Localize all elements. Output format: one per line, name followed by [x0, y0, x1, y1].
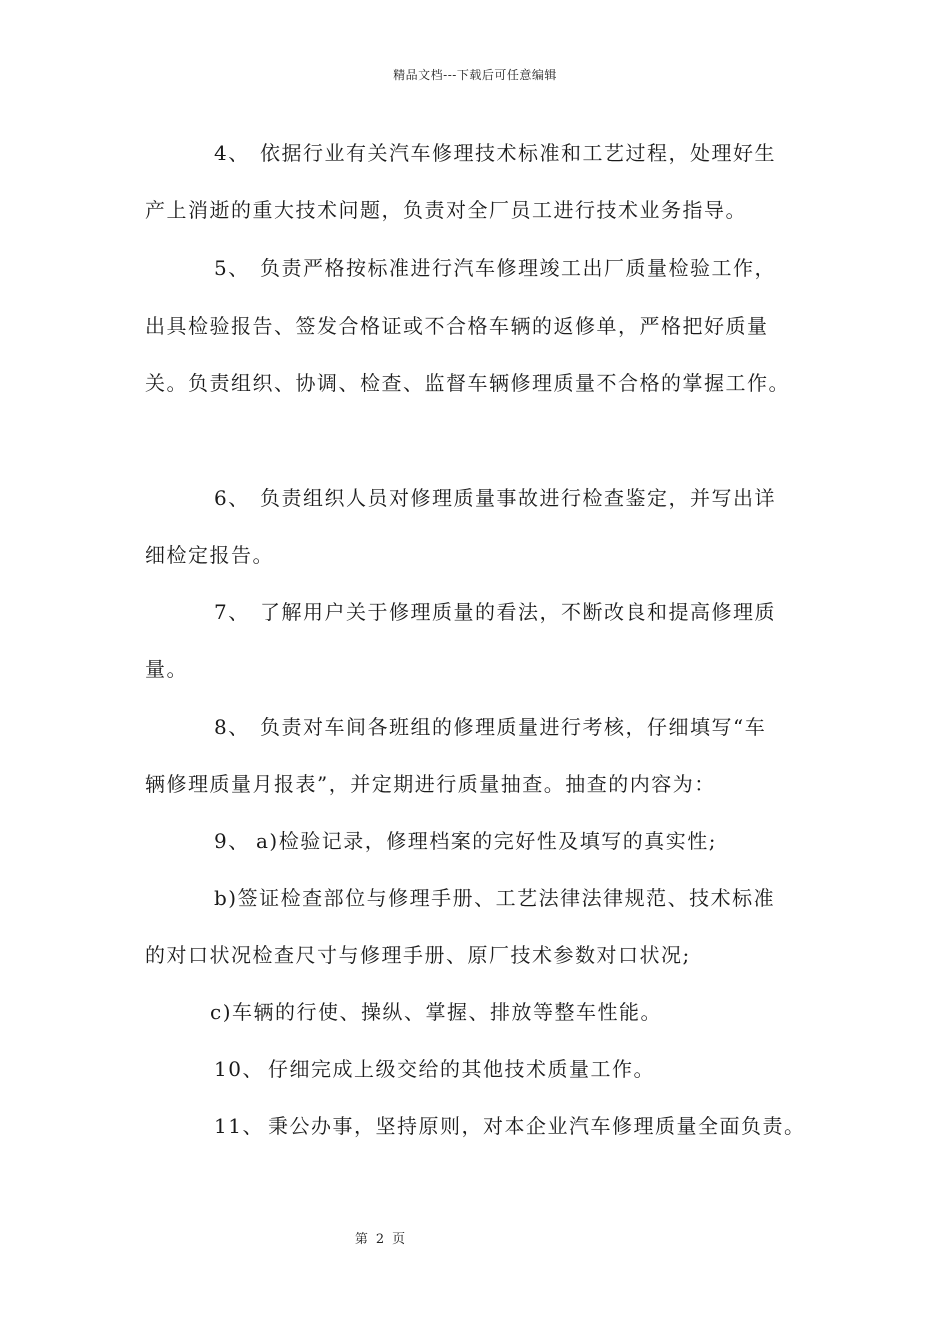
item-5-number: 5、 [214, 256, 250, 280]
sub-item-b-line-1: b)签证检查部位与修理手册、工艺法律法律规范、技术标准 [214, 886, 776, 910]
sub-item-c-line-1: c)车辆的行使、操纵、掌握、排放等整车性能。 [210, 1000, 663, 1024]
item-6-line-2: 细检定报告。 [145, 543, 274, 567]
item-9-number: 9、 [214, 829, 250, 853]
item-5-line-1 [214, 254, 776, 282]
item-7-line-1 [214, 598, 776, 626]
item-10-text-1: 仔细完成上级交给的其他技术质量工作。 [268, 1057, 655, 1081]
page-number: 2 [375, 1232, 385, 1247]
item-5-line-3: 关。负责组织、协调、检查、监督车辆修理质量不合格的掌握工作。 [145, 371, 790, 395]
item-7-line-2: 量。 [145, 657, 188, 681]
item-6-text-1: 负责组织人员对修理质量事故进行检查鉴定，并写出详 [260, 486, 776, 510]
sub-item-b-line-2: 的对口状况检查尺寸与修理手册、原厂技术参数对口状况; [145, 943, 691, 967]
page-number-suffix: 页 [392, 1232, 406, 1247]
item-4-text-1: 依据行业有关汽车修理技术标准和工艺过程，处理好生 [260, 141, 776, 165]
item-4-line-1 [214, 139, 776, 167]
item-4-line-2: 产上消逝的重大技术问题，负责对全厂员工进行技术业务指导。 [145, 198, 747, 222]
item-10-line-1 [214, 1055, 655, 1083]
item-9-text-1: a)检验记录，修理档案的完好性及填写的真实性; [256, 829, 717, 853]
item-5-line-2: 出具检验报告、签发合格证或不合格车辆的返修单，严格把好质量 [145, 314, 769, 338]
item-7-text-1: 了解用户关于修理质量的看法，不断改良和提高修理质 [260, 600, 776, 624]
item-11-number: 11、 [214, 1114, 264, 1138]
item-5-text-1: 负责严格按标准进行汽车修理竣工出厂质量检验工作， [260, 256, 776, 280]
item-8-line-2: 辆修理质量月报表”，并定期进行质量抽查。抽查的内容为： [145, 772, 716, 796]
item-11-line-1 [214, 1112, 806, 1140]
page-footer [0, 1228, 760, 1247]
item-6-line-1 [214, 484, 776, 512]
item-4-number: 4、 [214, 141, 250, 165]
page-header: 精品文档---下载后可任意编辑 [393, 68, 557, 82]
item-11-text-1: 秉公办事，坚持原则，对本企业汽车修理质量全面负责。 [268, 1114, 806, 1138]
item-9-line-1 [214, 827, 717, 855]
item-8-text-1: 负责对车间各班组的修理质量进行考核，仔细填写“车 [260, 715, 767, 739]
item-8-number: 8、 [214, 715, 250, 739]
page-number-prefix: 第 [354, 1232, 368, 1247]
item-6-number: 6、 [214, 486, 250, 510]
item-10-number: 10、 [214, 1057, 264, 1081]
item-7-number: 7、 [214, 600, 250, 624]
item-8-line-1 [214, 713, 766, 741]
